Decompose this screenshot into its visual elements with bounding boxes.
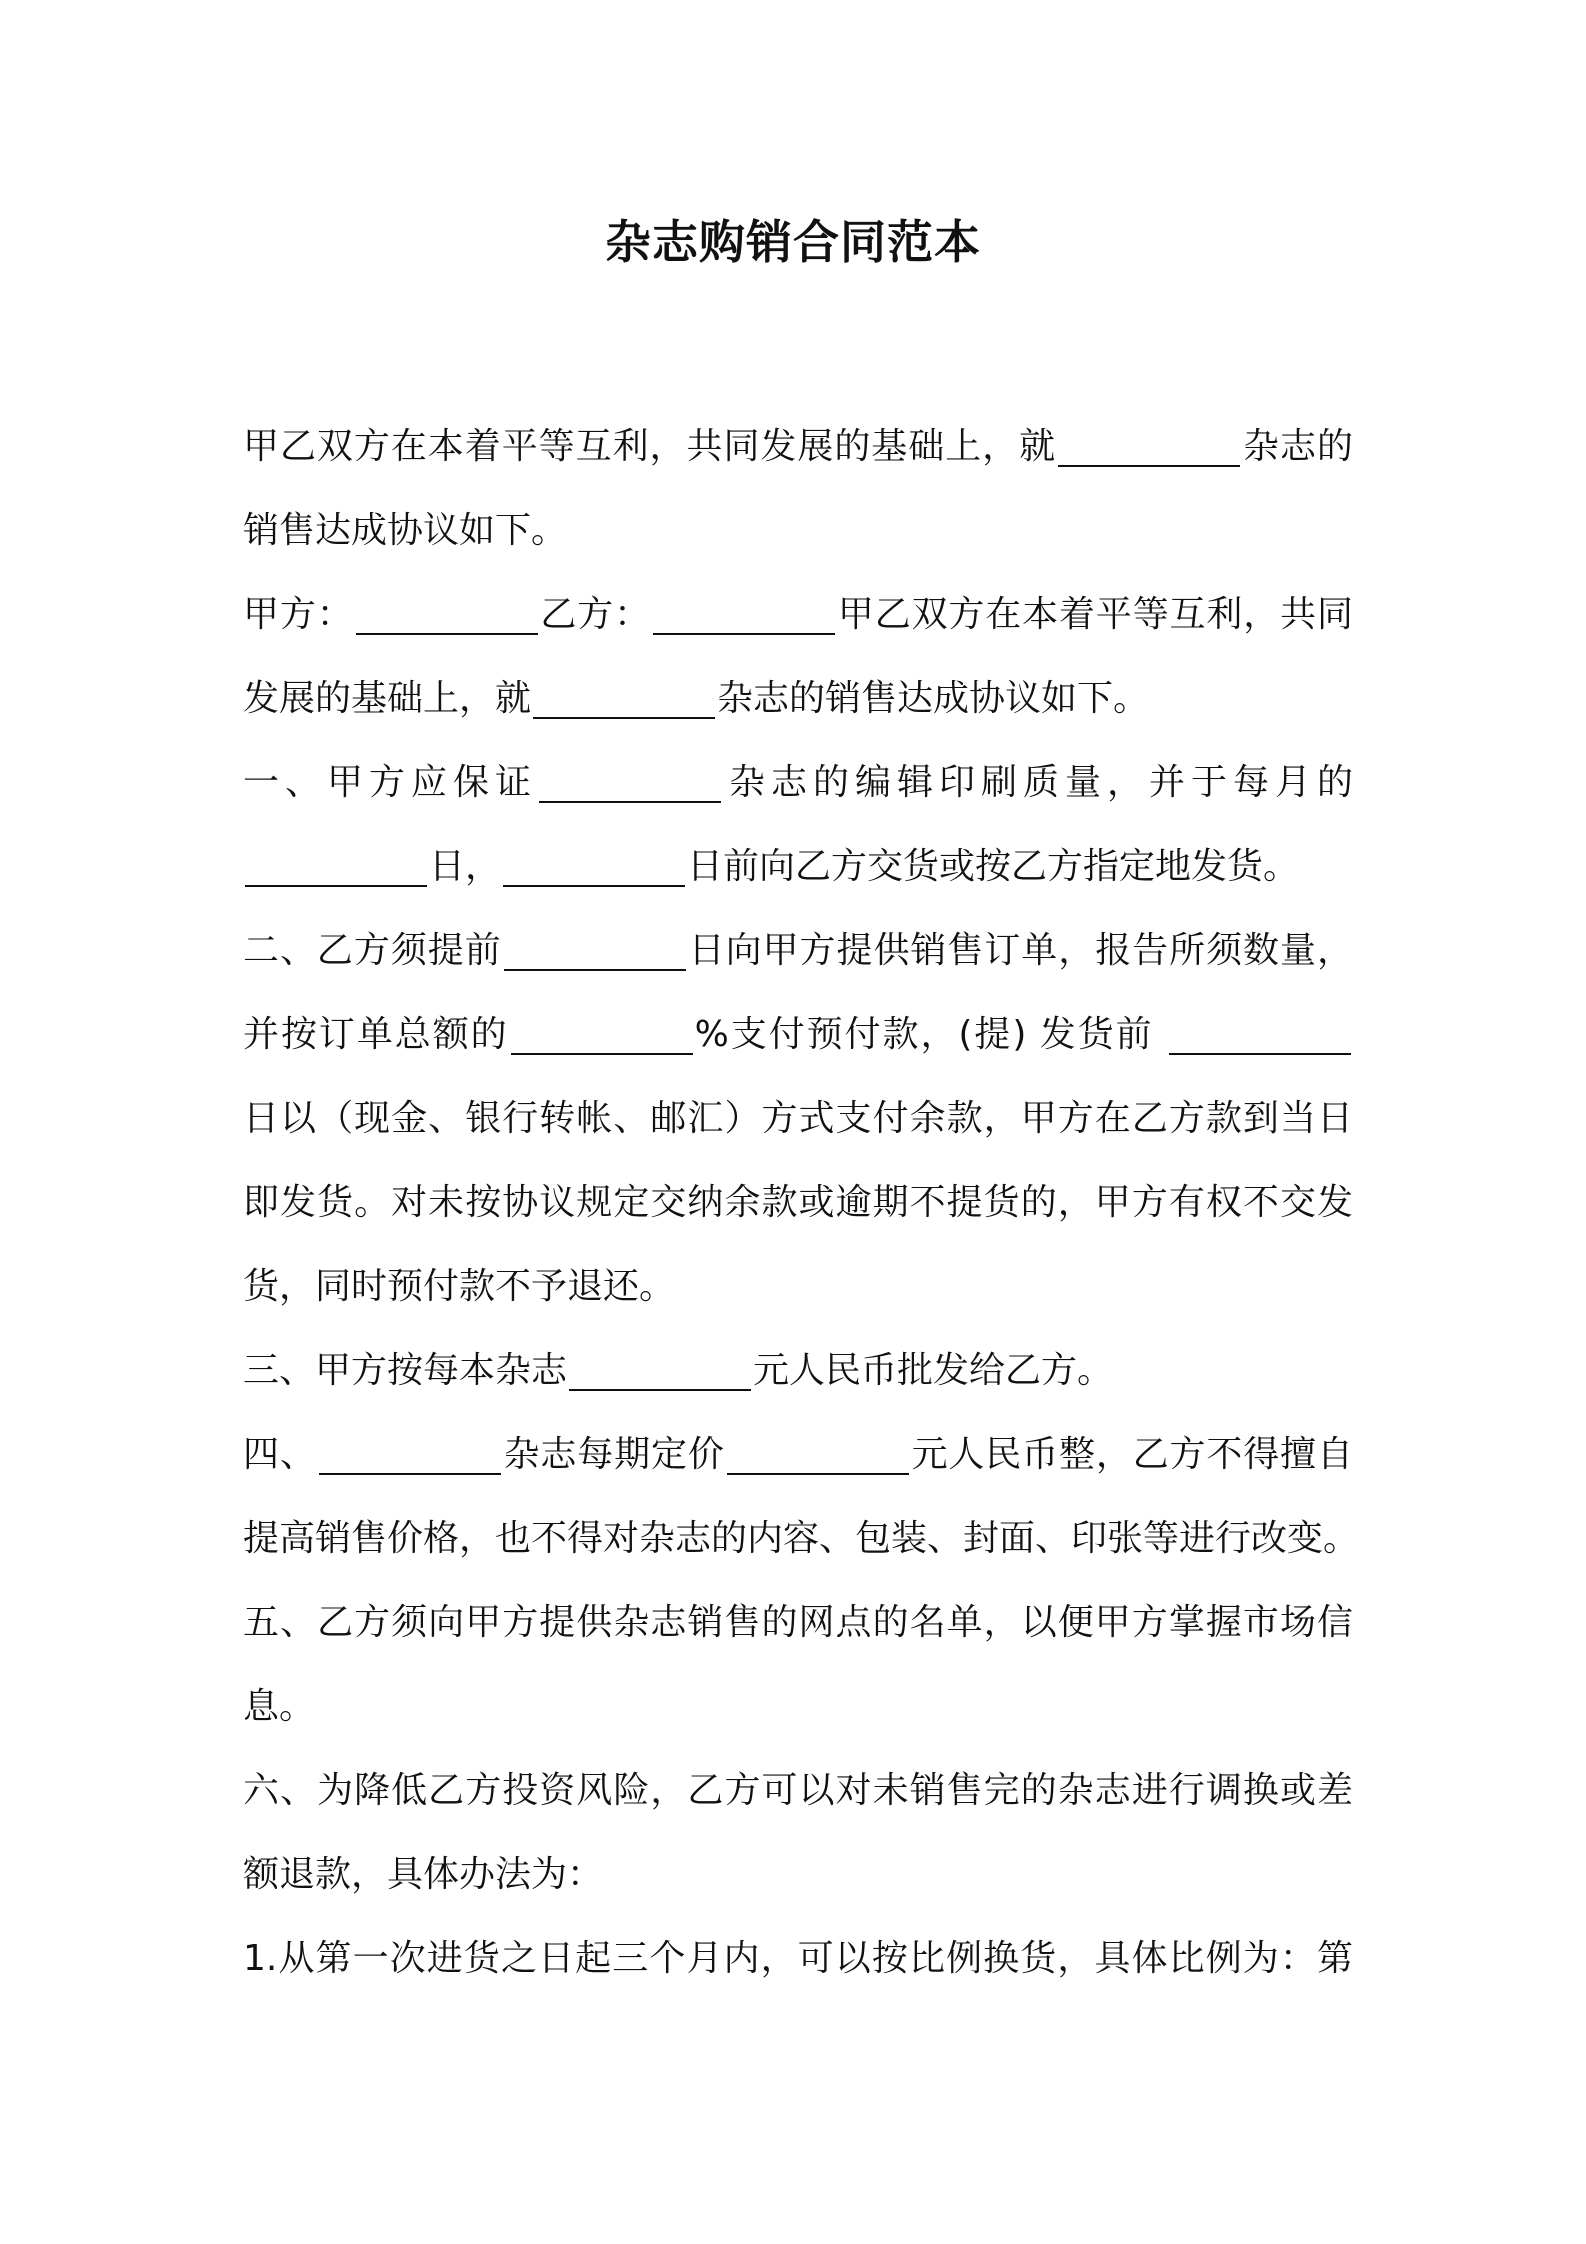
fill-in-blank bbox=[1167, 993, 1353, 1077]
contract-text: %支付预付款，(提) 发货前 bbox=[694, 1014, 1167, 1055]
contract-text: 息。 bbox=[243, 1686, 316, 1727]
contract-line bbox=[243, 993, 1353, 1077]
fill-in-blank bbox=[354, 573, 540, 657]
fill-in-blank bbox=[502, 909, 688, 993]
contract-text: 三、甲方按每本杂志 bbox=[243, 1350, 568, 1391]
fill-in-blank bbox=[567, 1329, 753, 1413]
contract-line bbox=[243, 1749, 1353, 1833]
contract-text: 即发货。对未按协议规定交纳余款或逾期不提货的，甲方有权不交发 bbox=[243, 1182, 1353, 1223]
contract-text: 甲乙双方在本着平等互利，共同 bbox=[837, 594, 1353, 635]
fill-in-blank bbox=[537, 741, 723, 825]
contract-line bbox=[243, 1245, 1353, 1329]
contract-text: 并按订单总额的 bbox=[243, 1014, 509, 1055]
contract-line bbox=[243, 1497, 1360, 1581]
fill-in-blank bbox=[317, 1413, 503, 1497]
fill-in-blank bbox=[531, 657, 717, 741]
contract-text: 甲乙双方在本着平等互利，共同发展的基础上，就 bbox=[243, 426, 1057, 467]
contract-line bbox=[243, 1077, 1353, 1161]
contract-text: 发展的基础上，就 bbox=[243, 678, 532, 719]
contract-line bbox=[243, 1833, 1353, 1917]
contract-text: 额退款，具体办法为： bbox=[243, 1854, 604, 1895]
fill-in-blank bbox=[243, 825, 429, 909]
contract-line bbox=[243, 1329, 1353, 1413]
contract-text: 四、 bbox=[243, 1434, 317, 1475]
contract-text: 货，同时预付款不予退还。 bbox=[243, 1266, 676, 1307]
contract-text: 元人民币整，乙方不得擅自 bbox=[910, 1434, 1353, 1475]
fill-in-blank bbox=[509, 993, 695, 1077]
contract-line bbox=[243, 1917, 1353, 2001]
contract-line bbox=[243, 573, 1353, 657]
contract-text: 六、为降低乙方投资风险，乙方可以对未销售完的杂志进行调换或差 bbox=[243, 1770, 1353, 1811]
contract-line bbox=[243, 489, 1353, 573]
contract-text: 杂志每期定价 bbox=[502, 1434, 725, 1475]
contract-text: 销售达成协议如下。 bbox=[243, 510, 568, 551]
fill-in-blank bbox=[725, 1413, 911, 1497]
contract-line bbox=[243, 825, 1353, 909]
contract-text: 一、甲方应保证 bbox=[243, 762, 537, 803]
fill-in-blank bbox=[651, 573, 837, 657]
contract-body bbox=[243, 405, 1360, 2001]
contract-text: 杂志的编辑印刷质量，并于每月的 bbox=[723, 762, 1353, 803]
contract-line bbox=[243, 405, 1353, 489]
contract-text: 提高销售价格，也不得对杂志的内容、包装、封面、印张等进行改变。 bbox=[243, 1518, 1360, 1559]
contract-line bbox=[243, 1581, 1353, 1665]
contract-line bbox=[243, 1665, 1353, 1749]
contract-line bbox=[243, 741, 1353, 825]
contract-text: 1.从第一次进货之日起三个月内，可以按比例换货，具体比例为：第 bbox=[243, 1938, 1353, 1979]
contract-text: 日， bbox=[429, 846, 502, 887]
contract-line bbox=[243, 909, 1353, 993]
contract-text: 杂志的销售达成协议如下。 bbox=[717, 678, 1150, 719]
fill-in-blank bbox=[501, 825, 687, 909]
contract-text: 日以（现金、银行转帐、邮汇）方式支付余款，甲方在乙方款到当日 bbox=[243, 1098, 1353, 1139]
contract-text: 杂志的 bbox=[1242, 426, 1353, 467]
contract-line bbox=[243, 657, 1353, 741]
fill-in-blank bbox=[1056, 405, 1242, 489]
contract-text: 元人民币批发给乙方。 bbox=[753, 1350, 1114, 1391]
contract-text: 日前向乙方交货或按乙方指定地发货。 bbox=[687, 846, 1300, 887]
contract-text: 日向甲方提供销售订单，报告所须数量， bbox=[687, 930, 1353, 971]
document-title: 杂志购销合同范本 bbox=[605, 215, 981, 269]
contract-line bbox=[243, 1161, 1353, 1245]
contract-text: 五、乙方须向甲方提供杂志销售的网点的名单，以便甲方掌握市场信 bbox=[243, 1602, 1353, 1643]
contract-text: 甲方： bbox=[243, 594, 354, 635]
contract-text: 二、乙方须提前 bbox=[243, 930, 502, 971]
contract-line bbox=[243, 1413, 1353, 1497]
contract-text: 乙方： bbox=[539, 594, 651, 635]
